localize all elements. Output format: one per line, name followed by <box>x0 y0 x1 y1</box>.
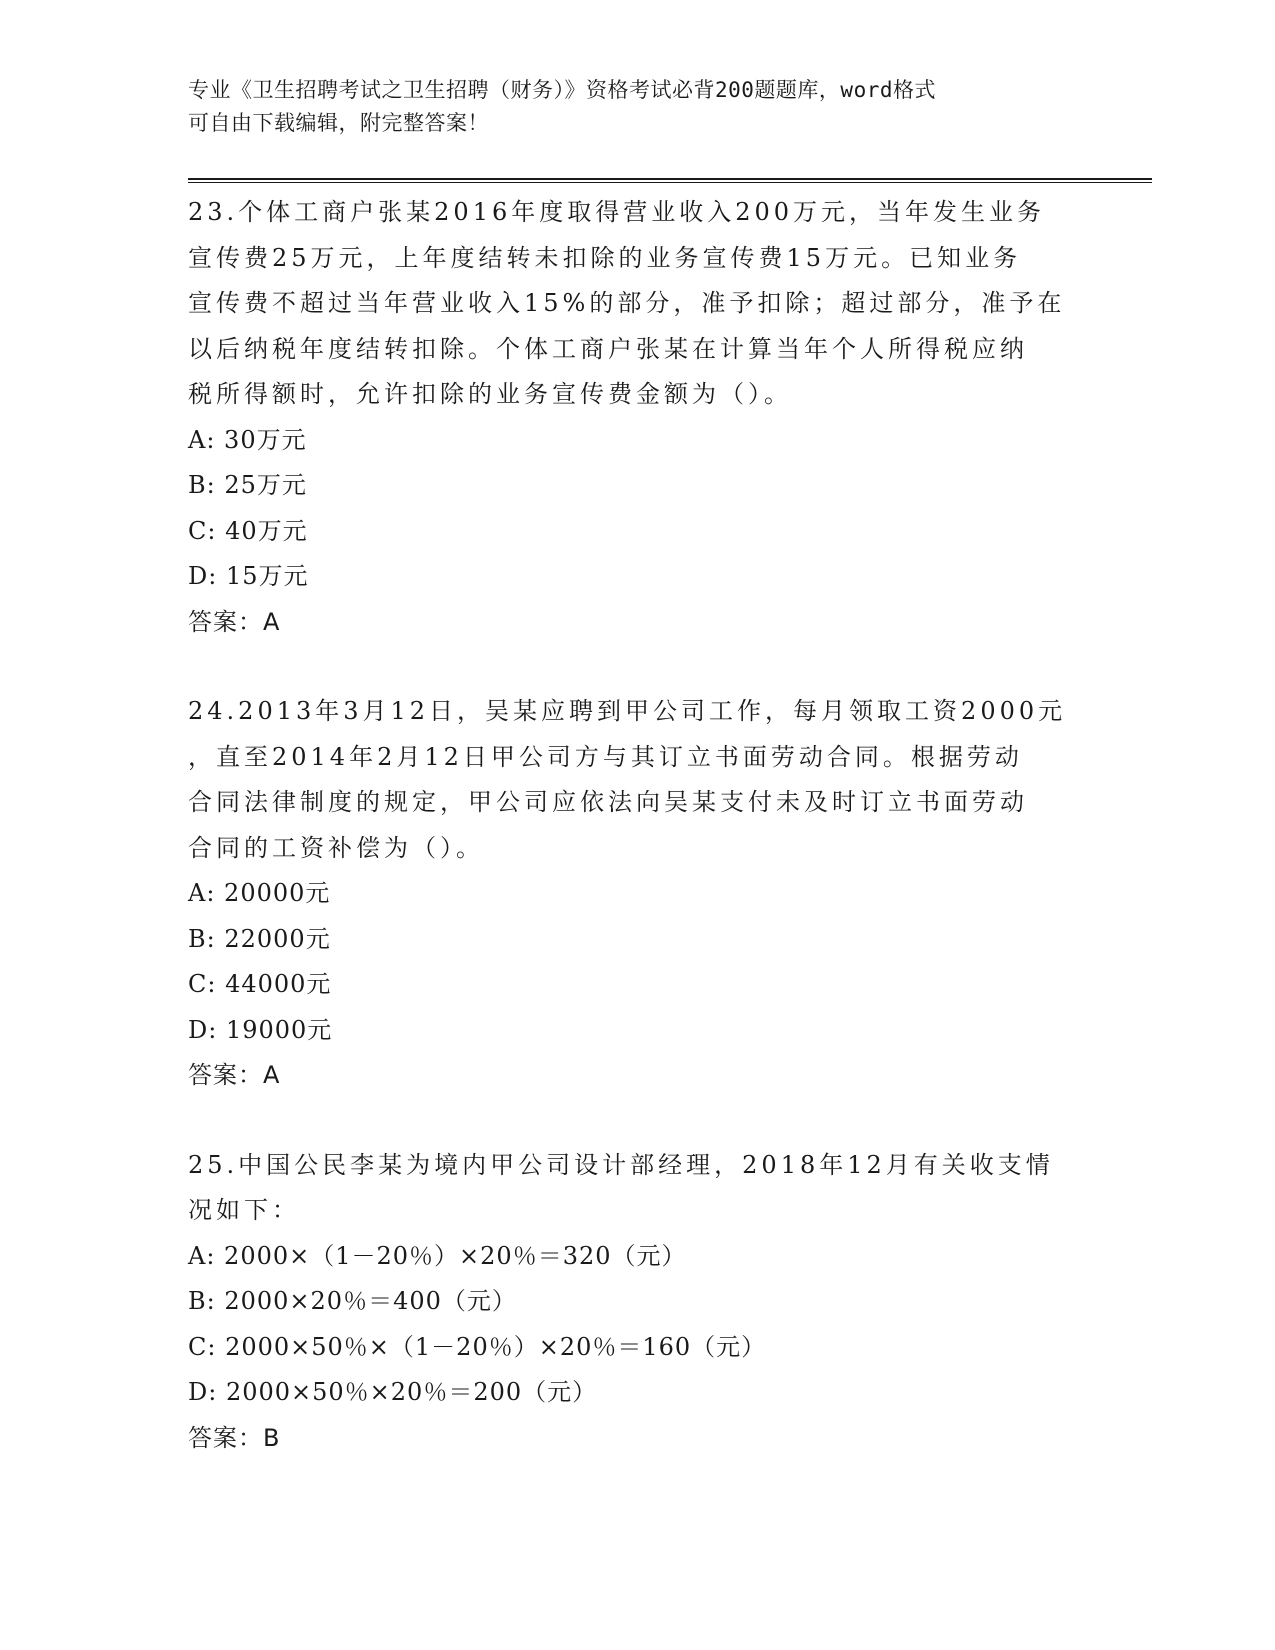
header-divider <box>188 178 1152 183</box>
header-title-line-1: 专业《卫生招聘考试之卫生招聘（财务）》资格考试必背200题题库，word格式 <box>188 78 936 102</box>
question-stem-line: ，直至2014年2月12日甲公司方与其订立书面劳动合同。根据劳动 <box>188 742 1023 771</box>
question-25 <box>188 1143 1088 1462</box>
question-stem-line: 以后纳税年度结转扣除。个体工商户张某在计算当年个人所得税应纳 <box>188 334 1028 363</box>
option-d: D: 2000×50％×20％＝200（元） <box>188 1378 598 1406</box>
page-header <box>188 74 1068 140</box>
option-c: C: 44000元 <box>188 970 332 998</box>
header-title-line-2: 可自由下载编辑，附完整答案！ <box>188 111 489 135</box>
option-a: A: 30万元 <box>188 425 307 454</box>
option-b: B: 25万元 <box>188 471 307 499</box>
question-stem-line: 税所得额时，允许扣除的业务宣传费金额为（）。 <box>188 380 792 408</box>
option-c: C: 2000×50％×（1－20％）×20％＝160（元） <box>188 1332 767 1361</box>
question-24 <box>188 689 1088 1099</box>
question-list <box>188 190 1088 1505</box>
option-d: D: 19000元 <box>188 1015 333 1044</box>
answer-line: 答案：A <box>188 607 281 636</box>
question-stem-line: 合同的工资补偿为（）。 <box>188 833 484 862</box>
option-c: C: 40万元 <box>188 516 308 545</box>
question-stem-line: 宣传费25万元，上年度结转未扣除的业务宣传费15万元。已知业务 <box>188 243 1022 272</box>
answer-line: 答案：A <box>188 1061 281 1089</box>
option-a: A: 2000×（1－20％）×20％＝320（元） <box>188 1241 687 1270</box>
question-stem-line: 24.2013年3月12日，吴某应聘到甲公司工作，每月领取工资2000元 <box>188 697 1067 725</box>
question-stem-line: 23.个体工商户张某2016年度取得营业收入200万元，当年发生业务 <box>188 198 1046 226</box>
question-stem-line: 宣传费不超过当年营业收入15%的部分，准予扣除；超过部分，准予在 <box>188 289 1066 317</box>
option-d: D: 15万元 <box>188 562 309 590</box>
question-23 <box>188 190 1088 645</box>
answer-line: 答案：B <box>188 1423 281 1452</box>
question-stem-line: 况如下： <box>188 1196 300 1224</box>
option-b: B: 2000×20％＝400（元） <box>188 1287 517 1315</box>
question-stem-line: 25.中国公民李某为境内甲公司设计部经理，2018年12月有关收支情 <box>188 1150 1054 1179</box>
option-b: B: 22000元 <box>188 924 331 953</box>
question-stem-line: 合同法律制度的规定，甲公司应依法向吴某支付未及时订立书面劳动 <box>188 788 1028 816</box>
option-a: A: 20000元 <box>188 879 331 907</box>
